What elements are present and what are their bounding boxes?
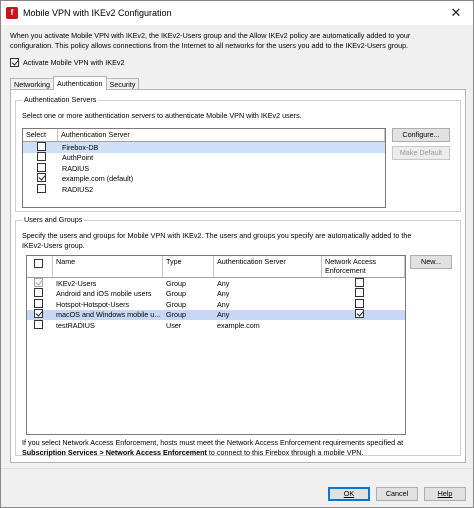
user-name: macOS and Windows mobile u... [56, 310, 161, 320]
column-authentication-server[interactable]: Authentication Server [58, 129, 385, 141]
close-icon[interactable]: ✕ [450, 5, 462, 20]
user-auth-server: example.com [217, 320, 260, 330]
users-groups-description-line-1: Specify the users and groups for Mobile VPN with IKEv2. The users and groups you specify are automatically added to the [22, 231, 412, 240]
intro-text [10, 31, 465, 51]
activate-ikev2-checkbox[interactable] [10, 58, 124, 67]
users-groups-legend: Users and Groups [24, 215, 83, 224]
user-type: Group [166, 278, 186, 288]
user-auth-server: Any [217, 289, 230, 299]
row-checkbox[interactable] [37, 173, 46, 182]
auth-servers-description: Select one or more authentication servers to authenticate Mobile VPN with IKEv2 users. [22, 111, 302, 120]
help-button[interactable] [424, 487, 466, 501]
user-auth-server: Any [217, 310, 230, 320]
user-type: Group [166, 299, 186, 309]
tab-networking[interactable]: Networking [10, 78, 54, 90]
nae-checkbox[interactable] [355, 278, 364, 287]
auth-servers-group [15, 95, 461, 212]
footnote-path: Subscription Services > Network Access Enforcement [22, 448, 207, 457]
footer-separator [1, 468, 473, 469]
server-name: Firebox-DB [62, 142, 99, 152]
configure-button[interactable]: Configure... [392, 128, 450, 142]
user-type: Group [166, 289, 186, 299]
activate-checkbox-box[interactable] [10, 58, 19, 67]
users-groups-header [27, 256, 405, 278]
window-title: Mobile VPN with IKEv2 Configuration [23, 8, 172, 18]
nae-header-line-2: Enforcement [325, 266, 366, 275]
ok-button[interactable] [328, 487, 370, 501]
column-select-all[interactable] [27, 256, 53, 277]
tab-security[interactable]: Security [106, 78, 140, 90]
make-default-button[interactable]: Make Default [392, 146, 450, 160]
select-all-checkbox[interactable] [34, 259, 43, 268]
row-checkbox[interactable] [37, 184, 46, 193]
ok-label: OK [343, 489, 355, 498]
auth-servers-legend: Authentication Servers [24, 95, 97, 104]
column-type[interactable]: Type [163, 256, 214, 277]
footnote [22, 438, 462, 458]
user-type: User [166, 320, 182, 330]
users-groups-table[interactable] [26, 255, 406, 435]
column-select[interactable]: Select [23, 129, 58, 141]
row-checkbox[interactable] [34, 320, 43, 329]
table-row[interactable] [27, 320, 405, 331]
server-name: RADIUS2 [62, 184, 94, 194]
tab-authentication[interactable]: Authentication [53, 76, 107, 90]
title-bar [1, 1, 473, 25]
table-row[interactable] [27, 299, 405, 310]
user-auth-server: Any [217, 299, 230, 309]
server-name: example.com (default) [62, 174, 134, 184]
table-row[interactable] [23, 163, 385, 174]
footnote-line-2 [22, 448, 462, 458]
server-name: RADIUS [62, 163, 90, 173]
table-row[interactable] [23, 174, 385, 185]
users-groups-group [15, 215, 461, 456]
nae-checkbox[interactable] [355, 299, 364, 308]
footnote-line-1: If you select Network Access Enforcement, hosts must meet the Network Access Enforcement requirements specified at [22, 438, 404, 447]
nae-checkbox[interactable] [355, 309, 364, 318]
activate-label: Activate Mobile VPN with IKEv2 [23, 58, 125, 67]
user-type: Group [166, 310, 186, 320]
table-row[interactable] [23, 142, 385, 153]
row-checkbox[interactable] [37, 152, 46, 161]
row-checkbox[interactable] [37, 163, 46, 172]
firebox-app-icon: f [6, 7, 18, 19]
table-row[interactable] [27, 278, 405, 289]
row-checkbox [34, 278, 43, 287]
user-name: IKEv2-Users [56, 278, 97, 288]
new-button[interactable]: New... [410, 255, 452, 269]
row-checkbox[interactable] [37, 142, 46, 151]
column-name[interactable]: Name [53, 256, 163, 277]
user-name: testRADIUS [56, 320, 95, 330]
auth-servers-table[interactable] [22, 128, 386, 208]
column-network-access-enforcement[interactable] [322, 256, 405, 277]
row-checkbox[interactable] [34, 309, 43, 318]
table-row[interactable] [27, 310, 405, 321]
auth-servers-header [23, 129, 385, 142]
user-auth-server: Any [217, 278, 230, 288]
cancel-button[interactable]: Cancel [376, 487, 418, 501]
column-auth-server[interactable]: Authentication Server [214, 256, 322, 277]
row-checkbox[interactable] [34, 299, 43, 308]
intro-line-1: When you activate Mobile VPN with IKEv2, the IKEv2-Users group and the Allow IKEv2 policy are automatically added to your [10, 31, 411, 40]
users-groups-description [22, 231, 456, 251]
users-groups-description-line-2: IKEv2-Users group. [22, 241, 85, 250]
nae-checkbox[interactable] [355, 288, 364, 297]
row-checkbox[interactable] [34, 288, 43, 297]
server-name: AuthPoint [62, 153, 94, 163]
user-name: Android and iOS mobile users [56, 289, 152, 299]
footnote-line-2-rest: to connect to this Firebox through a mobile VPN. [206, 448, 364, 457]
intro-line-2: configuration. This policy allows connections from the Internet to all networks for the users you add to the IKEv2-Users group. [10, 41, 409, 50]
table-row[interactable] [27, 289, 405, 300]
table-row[interactable] [23, 153, 385, 164]
user-name: Hotspot-Hotspot-Users [56, 299, 130, 309]
authentication-tab-panel [10, 89, 466, 463]
nae-header-line-1: Network Access [325, 257, 377, 266]
help-label: Help [437, 489, 453, 498]
table-row[interactable] [23, 184, 385, 195]
